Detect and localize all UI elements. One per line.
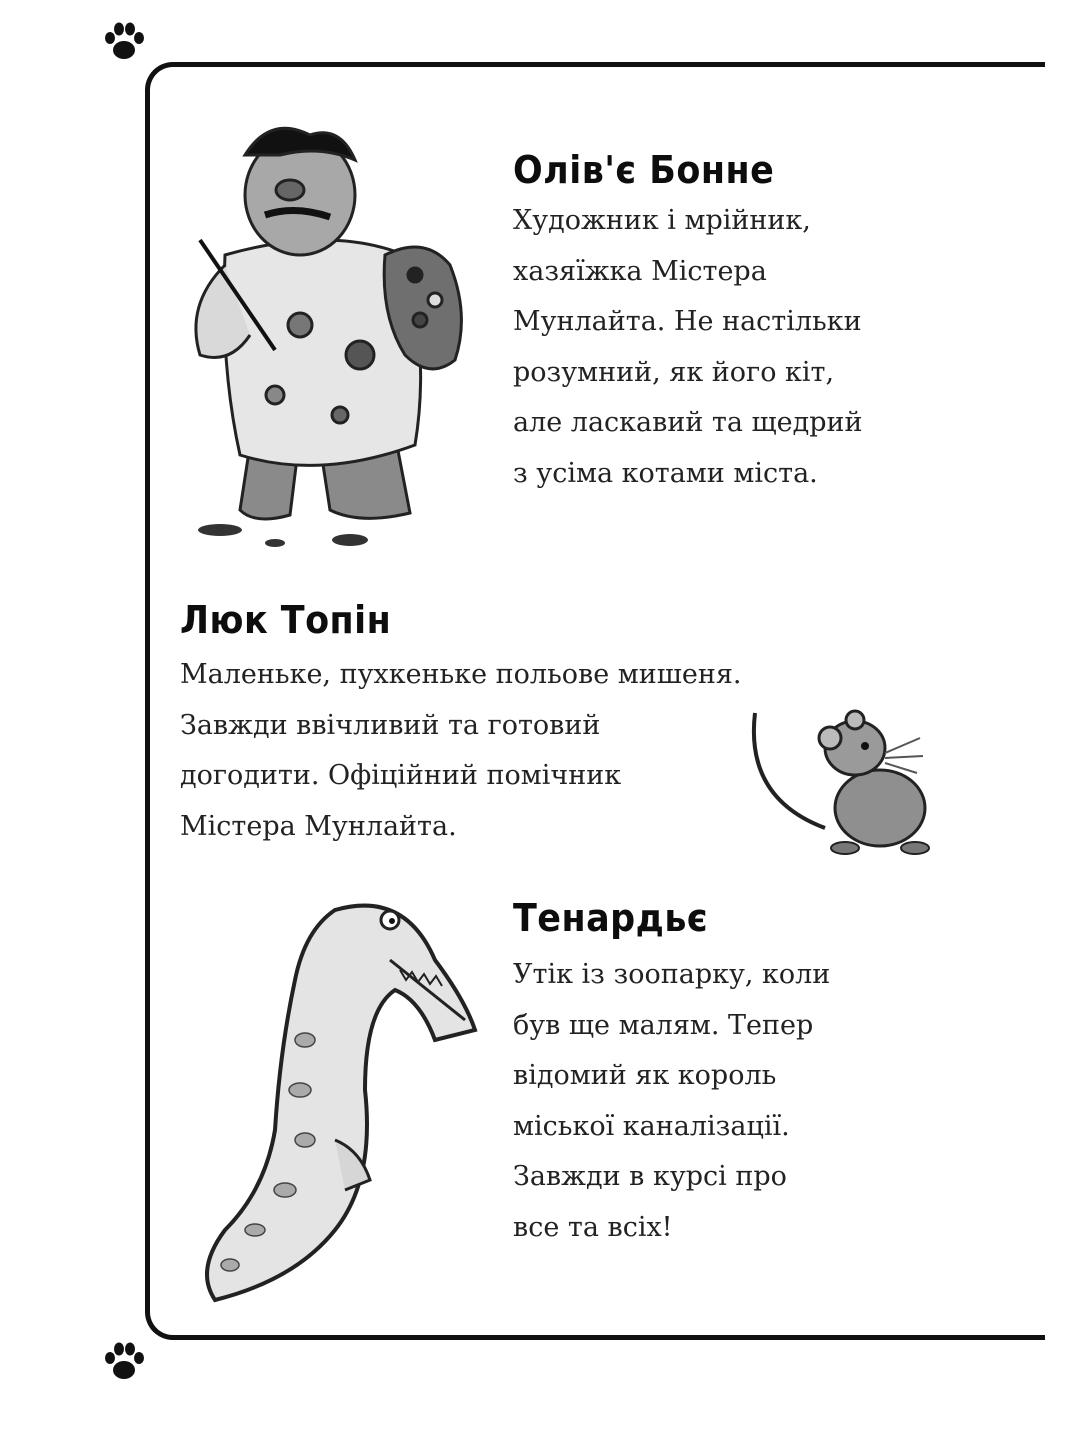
character-description	[513, 196, 863, 499]
description-line: все та всіх!	[513, 1211, 673, 1243]
description-line: міської каналізації.	[513, 1110, 790, 1142]
crocodile-illustration	[185, 890, 485, 1310]
description-line: розумний, як його кіт,	[513, 356, 835, 388]
paw-print-icon	[100, 1338, 148, 1386]
mouse-illustration	[745, 708, 945, 858]
description-line: Мунлайта. Не настільки	[513, 306, 862, 337]
description-line: Утік із зоопарку, коли	[513, 959, 831, 990]
description-line: був ще малям. Тепер	[513, 1009, 814, 1041]
description-line: але ласкавий та щедрий	[513, 407, 863, 438]
paw-print-icon	[100, 18, 148, 66]
character-name: Тенардьє	[513, 896, 709, 940]
description-line: Завжди ввічливий та готовий	[180, 709, 601, 741]
description-line: хазяїжка Містера	[513, 255, 767, 287]
description-line: Художник і мрійник,	[513, 205, 811, 236]
description-line: Містера Мунлайта.	[180, 810, 457, 842]
description-line: Маленьке, пухкеньке польове мишеня.	[180, 659, 742, 690]
character-description	[513, 950, 830, 1253]
painter-illustration	[180, 115, 480, 555]
character-name: Олів'є Бонне	[513, 148, 775, 192]
description-line: відомий як король	[513, 1060, 777, 1091]
description-line: з усіма котами міста.	[513, 457, 818, 489]
character-description	[180, 650, 742, 852]
description-line: Завжди в курсі про	[513, 1161, 787, 1192]
description-line: догодити. Офіційний помічник	[180, 760, 622, 791]
character-name: Люк Топін	[180, 598, 392, 642]
